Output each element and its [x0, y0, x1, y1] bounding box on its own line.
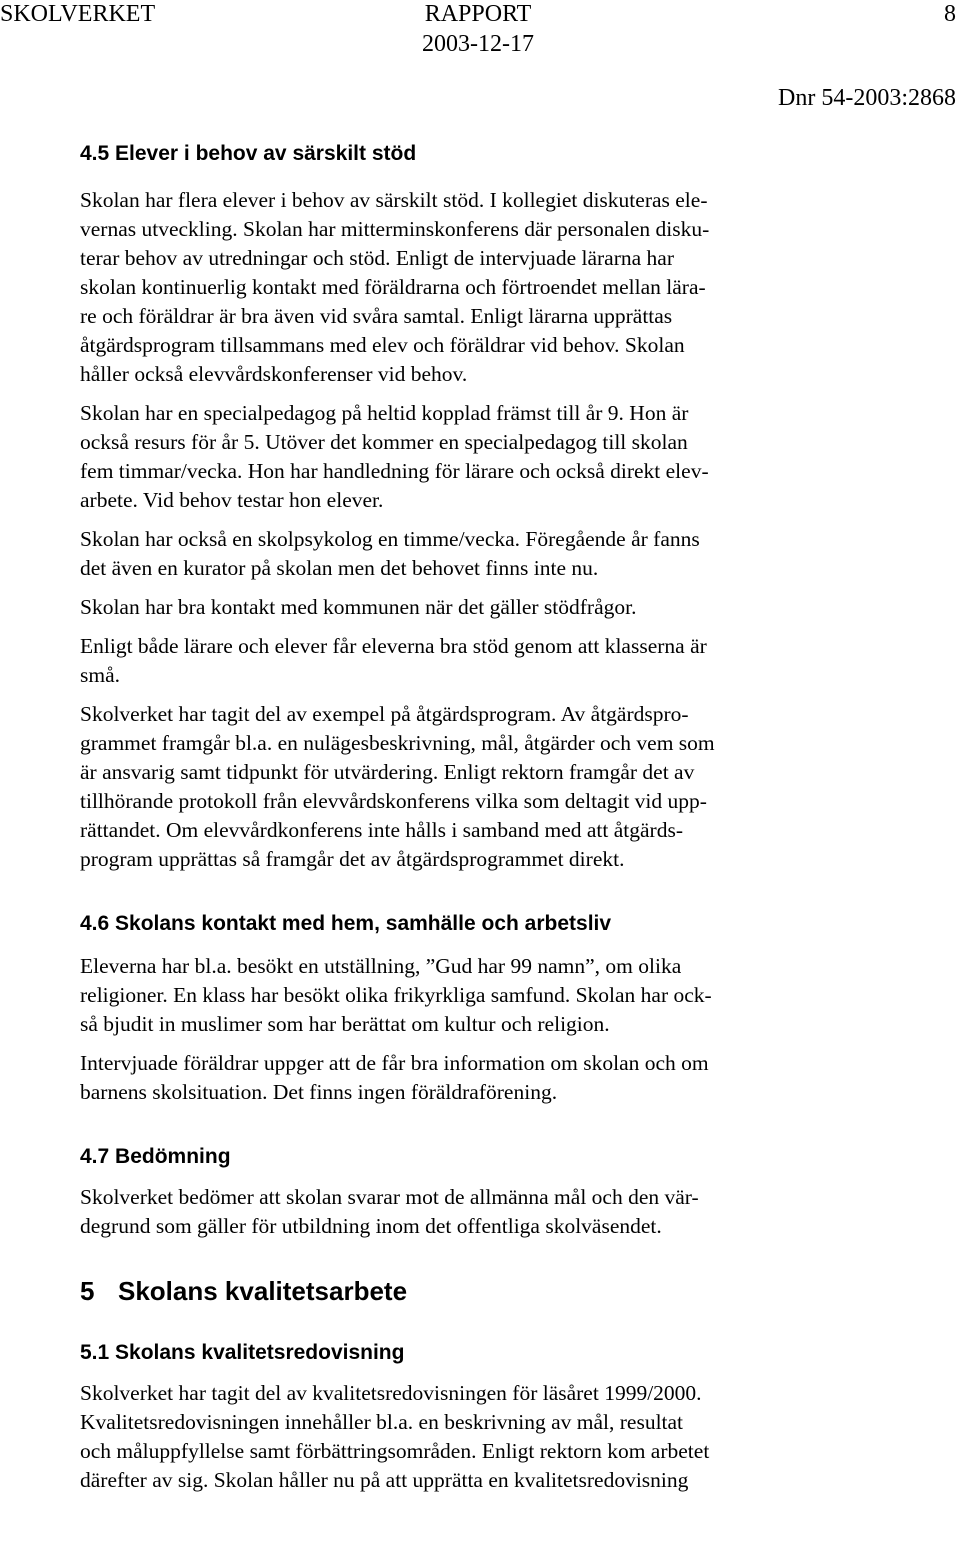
- heading-4-6: 4.6 Skolans kontakt med hem, samhälle och arbetsliv: [80, 912, 612, 935]
- text-line: också resurs för år 5. Utöver det kommer en specialpedagog till skolan: [80, 430, 688, 454]
- text-line: barnens skolsituation. Det finns ingen föräldraförening.: [80, 1080, 558, 1104]
- text-line: små.: [80, 663, 121, 687]
- header-doc-type: RAPPORT: [424, 1, 532, 27]
- text-line: Skolverket har tagit del av kvalitetsredovisningen för läsåret 1999/2000.: [80, 1381, 702, 1405]
- text-line: Kvalitetsredovisningen innehåller bl.a. en beskrivning av mål, resultat: [80, 1410, 684, 1434]
- text-line: terar behov av utredningar och stöd. Enligt de intervjuade lärarna har: [80, 246, 675, 270]
- text-line: vernas utveckling. Skolan har mitterminskonferens där personalen disku-: [80, 217, 710, 241]
- text-line: så bjudit in muslimer som har berättat om kultur och religion.: [80, 1012, 610, 1036]
- document-body: [80, 140, 860, 1495]
- text-line: Skolan har också en skolpsykolog en timme/vecka. Föregående år fanns: [80, 527, 700, 551]
- paragraph-4-6-2: [80, 1049, 860, 1107]
- text-line: fem timmar/vecka. Hon har handledning för lärare och också direkt elev-: [80, 459, 709, 483]
- text-line: tillhörande protokoll från elevvårdskonferens vilka som deltagit vid upp-: [80, 789, 707, 813]
- paragraph-5-1-1: [80, 1379, 860, 1495]
- text-line: rättandet. Om elevvårdkonferens inte hålls i samband med att åtgärds-: [80, 818, 683, 842]
- text-line: Skolan har bra kontakt med kommunen när det gäller stödfrågor.: [80, 595, 637, 619]
- paragraph-4-7-1: [80, 1183, 860, 1241]
- header-date: 2003-12-17: [422, 31, 534, 57]
- paragraph-4-6-1: [80, 952, 860, 1039]
- text-line: det även en kurator på skolan men det behovet finns inte nu.: [80, 556, 599, 580]
- text-line: Skolan har en specialpedagog på heltid kopplad främst till år 9. Hon är: [80, 401, 689, 425]
- text-line: Skolverket har tagit del av exempel på åtgärdsprogram. Av åtgärdspro-: [80, 702, 689, 726]
- text-line: religioner. En klass har besökt olika frikyrkliga samfund. Skolan har ock-: [80, 983, 712, 1007]
- paragraph-4-5-4: [80, 593, 860, 622]
- heading-5-title: Skolans kvalitetsarbete: [118, 1276, 408, 1306]
- text-line: är ansvarig samt tidpunkt för utvärdering. Enligt rektorn framgår det av: [80, 760, 695, 784]
- heading-5-number: 5: [80, 1276, 95, 1306]
- paragraph-4-5-1: [80, 186, 860, 389]
- heading-5-1: 5.1 Skolans kvalitetsredovisning: [80, 1341, 405, 1364]
- text-line: arbete. Vid behov testar hon elever.: [80, 488, 384, 512]
- header-dnr: Dnr 54-2003:2868: [778, 85, 956, 111]
- paragraph-4-5-5: [80, 632, 860, 690]
- text-line: åtgärdsprogram tillsammans med elev och föräldrar vid behov. Skolan: [80, 333, 685, 357]
- text-line: Skolan har flera elever i behov av särskilt stöd. I kollegiet diskuteras ele-: [80, 188, 708, 212]
- text-line: program upprättas så framgår det av åtgärdsprogrammet direkt.: [80, 847, 625, 871]
- paragraph-4-5-6: [80, 700, 860, 874]
- text-line: Enligt både lärare och elever får eleverna bra stöd genom att klasserna är: [80, 634, 707, 658]
- text-line: därefter av sig. Skolan håller nu på att upprätta en kvalitetsredovisning: [80, 1468, 689, 1492]
- text-line: Eleverna har bl.a. besökt en utställning, ”Gud har 99 namn”, om olika: [80, 954, 682, 978]
- paragraph-4-5-3: [80, 525, 860, 583]
- page-number: 8: [944, 1, 956, 27]
- text-line: håller också elevvårdskonferenser vid behov.: [80, 362, 468, 386]
- header-org: SKOLVERKET: [0, 1, 156, 27]
- text-line: och måluppfyllelse samt förbättringsområden. Enligt rektorn kom arbetet: [80, 1439, 710, 1463]
- heading-4-7: 4.7 Bedömning: [80, 1145, 231, 1168]
- paragraph-4-5-2: [80, 399, 860, 515]
- text-line: skolan kontinuerlig kontakt med föräldrarna och förtroendet mellan lära-: [80, 275, 706, 299]
- heading-4-5: 4.5 Elever i behov av särskilt stöd: [80, 142, 417, 165]
- heading-5: [80, 1275, 860, 1307]
- text-line: Skolverket bedömer att skolan svarar mot de allmänna mål och den vär-: [80, 1185, 699, 1209]
- text-line: grammet framgår bl.a. en nulägesbeskrivning, mål, åtgärder och vem som: [80, 731, 715, 755]
- text-line: re och föräldrar är bra även vid svåra samtal. Enligt lärarna upprättas: [80, 304, 673, 328]
- text-line: Intervjuade föräldrar uppger att de får bra information om skolan och om: [80, 1051, 709, 1075]
- text-line: degrund som gäller för utbildning inom det offentliga skolväsendet.: [80, 1214, 662, 1238]
